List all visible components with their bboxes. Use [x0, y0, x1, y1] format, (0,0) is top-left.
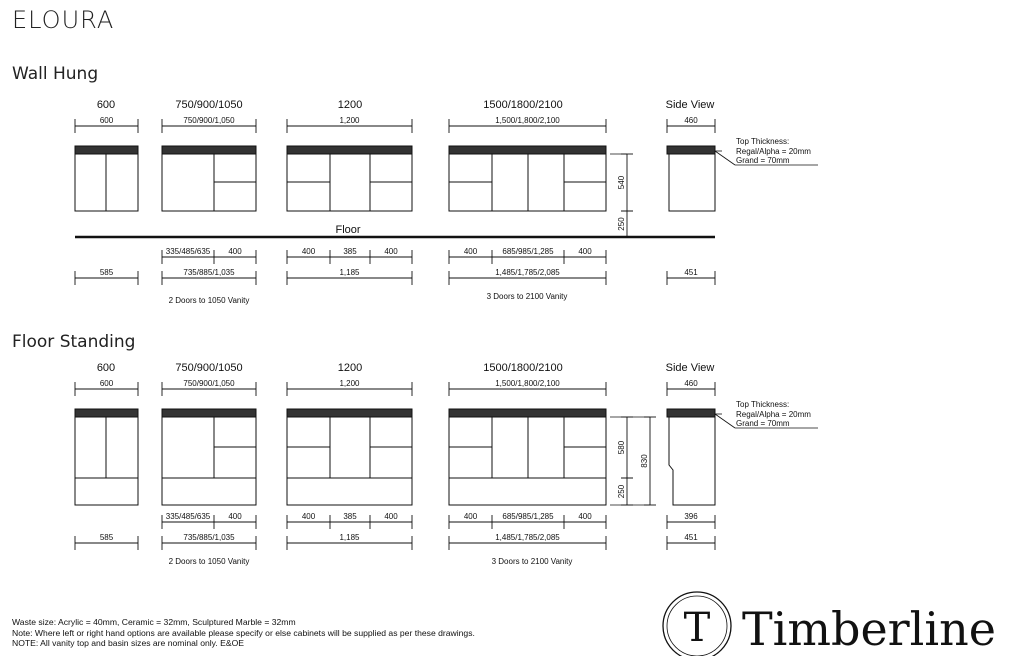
height-dimension-250: 250: [617, 217, 626, 231]
top-dimension-2: 1,200: [339, 116, 360, 125]
chain-dimension-1200: 400: [384, 512, 398, 521]
vanity-top: [75, 146, 138, 154]
top-dimension-0: 600: [99, 379, 114, 388]
chain-dimension-1500: 400: [463, 512, 478, 521]
heading-1200: 1200: [337, 99, 363, 111]
heading-600: 600: [96, 99, 116, 111]
top-dimension-2: 1,200: [339, 379, 360, 388]
footer-line-waste: Waste size: Acrylic = 40mm, Ceramic = 32mm, Sculptured Marble = 32mm: [12, 617, 296, 627]
height-dimension-250: 250: [617, 484, 626, 499]
heading-side-view: Side View: [665, 362, 715, 374]
vanity-top: [449, 146, 606, 154]
caption-3-doors: 3 Doors to 2100 Vanity: [486, 292, 568, 301]
vanity-top: [287, 146, 412, 154]
cabinet-body: [287, 417, 412, 505]
heading-750-900-1050: 750/900/1050: [175, 362, 243, 374]
chain-dimension-1200: 400: [301, 512, 316, 521]
top-dimension-0: 600: [99, 116, 114, 125]
chain-dimension-1500: 400: [463, 247, 478, 256]
leader-line: [715, 151, 735, 165]
vanity-top: [162, 146, 256, 154]
bottom-dimension-600: 585: [99, 533, 114, 542]
top-dimension-3: 1,500/1,800/2,100: [495, 379, 560, 388]
heading-750-900-1050: 750/900/1050: [175, 99, 243, 111]
side-depth-396: 396: [684, 512, 698, 521]
bottom-dimension-600: 585: [99, 268, 114, 277]
bottom-dimension-1500: 1,485/1,785/2,085: [495, 533, 560, 542]
bottom-dimension-1500: 1,485/1,785/2,085: [495, 268, 560, 277]
heading-600: 600: [96, 362, 116, 374]
chain-dimension-1200: 400: [384, 247, 398, 256]
height-dimension-580: 580: [617, 440, 626, 455]
chain-dimension-750: 400: [228, 512, 242, 521]
vanity-top: [287, 409, 412, 417]
thickness-note-title: Top Thickness:: [736, 400, 790, 409]
section-title-wall-hung: Wall Hung: [12, 64, 99, 84]
vanity-top: [667, 409, 715, 417]
chain-dimension-1500: 685/985/1,285: [502, 512, 554, 521]
chain-dimension-1200: 385: [343, 512, 357, 521]
top-dimension-1: 750/900/1,050: [183, 116, 235, 125]
heading-1500-1800-2100: 1500/1800/2100: [483, 99, 563, 111]
vanity-top: [162, 409, 256, 417]
top-dimension-1: 750/900/1,050: [183, 379, 235, 388]
floor-label: Floor: [335, 224, 361, 236]
chain-dimension-750: 400: [228, 247, 242, 256]
caption-2-doors: 2 Doors to 1050 Vanity: [168, 557, 250, 566]
caption-2-doors: 2 Doors to 1050 Vanity: [168, 296, 250, 305]
thickness-note-title: Top Thickness:: [736, 137, 790, 146]
footer-line-nominal: NOTE: All vanity top and basin sizes are nominal only. E&OE: [12, 638, 244, 649]
thickness-note-regal: Regal/Alpha = 20mm: [736, 147, 811, 156]
cabinet-body: [162, 417, 256, 505]
footer-line-handing: Note: Where left or right hand options are available please specify or else cabinets will be supplied as per these drawings.: [12, 627, 475, 638]
footer-notes: [12, 617, 475, 649]
vanity-top: [449, 409, 606, 417]
side-view-body: [669, 417, 715, 505]
chain-dimension-1200: 385: [343, 247, 357, 256]
bottom-dimension-side: 451: [684, 268, 698, 277]
bottom-dimension-750: 735/885/1,035: [183, 268, 235, 277]
chain-dimension-1500: 400: [578, 247, 592, 256]
leader-line: [715, 414, 735, 428]
page-title: ELOURA: [12, 6, 115, 34]
chain-dimension-1500: 400: [578, 512, 592, 521]
heading-1200: 1200: [337, 362, 363, 374]
top-dimension-3: 1,500/1,800/2,100: [495, 116, 560, 125]
thickness-note-grand: Grand = 70mm: [736, 156, 790, 165]
top-dimension-4: 460: [684, 116, 698, 125]
vanity-top: [75, 409, 138, 417]
heading-1500-1800-2100: 1500/1800/2100: [483, 362, 563, 374]
section-title-floor-standing: Floor Standing: [12, 332, 136, 352]
bottom-dimension-750: 735/885/1,035: [183, 533, 235, 542]
height-dimension-540: 540: [617, 175, 626, 190]
thickness-note-grand: Grand = 70mm: [736, 419, 790, 428]
bottom-dimension-side: 451: [684, 533, 698, 542]
thickness-note-regal: Regal/Alpha = 20mm: [736, 410, 811, 419]
chain-dimension-750: 335/485/635: [165, 247, 211, 256]
caption-3-doors: 3 Doors to 2100 Vanity: [491, 557, 573, 566]
chain-dimension-750: 335/485/635: [165, 512, 211, 521]
brand-logo-mark: T: [683, 605, 711, 651]
chain-dimension-1500: 685/985/1,285: [502, 247, 554, 256]
side-view-body: [669, 154, 715, 211]
bottom-dimension-1200: 1,185: [339, 533, 360, 542]
top-dimension-4: 460: [684, 379, 698, 388]
vanity-top: [667, 146, 715, 154]
heading-side-view: Side View: [665, 99, 715, 111]
height-dimension-830: 830: [640, 454, 649, 468]
bottom-dimension-1200: 1,185: [339, 268, 360, 277]
brand-name: Timberline: [742, 602, 996, 656]
chain-dimension-1200: 400: [301, 247, 316, 256]
